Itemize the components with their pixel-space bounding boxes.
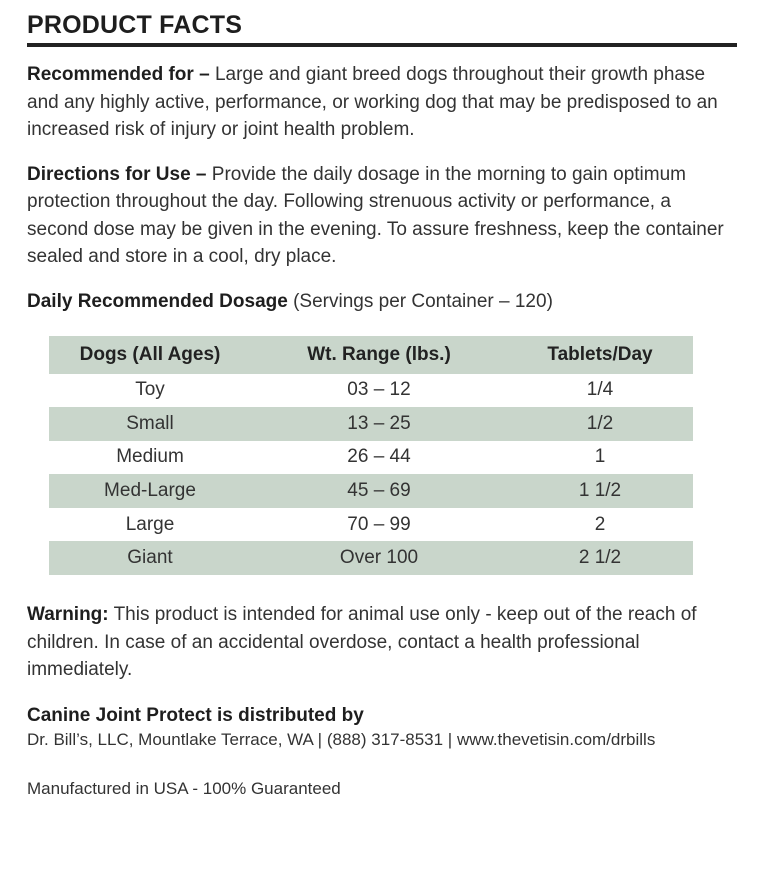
tablets-cell: 2 <box>594 513 606 535</box>
table-row <box>49 541 693 575</box>
dosage-heading <box>27 288 737 315</box>
directions-section <box>27 161 737 271</box>
dosage-note: (Servings per Container – 120) <box>293 290 553 312</box>
tablets-cell: 1/2 <box>507 407 693 441</box>
directions-text: Provide the daily dosage in the morning to gain optimum protection throughout the day. Following strenuous activity or performance, a second dose may be given in the evening. To assure freshness, keep the container sealed and store in a cool, dry place. <box>27 163 724 267</box>
recommended-text: Large and giant breed dogs throughout their growth phase and any highly active, performance, or working dog that may be predisposed to an increased risk of injury or joint health problem. <box>27 64 718 140</box>
header-dogs: Dogs (All Ages) <box>49 336 251 374</box>
table-row <box>49 508 693 542</box>
page-title: PRODUCT FACTS <box>27 11 243 39</box>
weight-range-cell: 70 – 99 <box>347 513 411 535</box>
table-row <box>49 407 693 441</box>
warning-section <box>27 601 737 684</box>
weight-range-cell: Over 100 <box>251 541 507 575</box>
dog-size-cell: Small <box>49 407 251 441</box>
recommended-label: Recommended for – <box>27 64 210 85</box>
header-tablets-per-day: Tablets/Day <box>507 336 693 374</box>
dog-size-cell: Giant <box>49 541 251 575</box>
header-weight-range: Wt. Range (lbs.) <box>251 336 507 374</box>
warning-text: This product is intended for animal use only - keep out of the reach of children. In case of an accidental overdose, contact a health professional immediately. <box>27 604 697 681</box>
recommended-section <box>27 61 737 144</box>
tablets-cell: 1 1/2 <box>507 474 693 508</box>
dog-size-cell: Large <box>125 513 175 535</box>
weight-range-cell: 45 – 69 <box>251 474 507 508</box>
tablets-cell: 1 <box>594 446 606 468</box>
table-row <box>49 374 693 408</box>
weight-range-cell: 26 – 44 <box>347 446 411 468</box>
warning-label: Warning: <box>27 604 109 626</box>
tablets-cell: 1/4 <box>586 379 614 401</box>
dog-size-cell: Med-Large <box>49 474 251 508</box>
manufactured-note: Manufactured in USA - 100% Guaranteed <box>27 778 341 798</box>
table-row <box>49 474 693 508</box>
dosage-table <box>49 336 693 576</box>
weight-range-cell: 13 – 25 <box>251 407 507 441</box>
title-divider <box>27 43 737 47</box>
table-row <box>49 441 693 475</box>
dog-size-cell: Medium <box>116 446 184 468</box>
dosage-label: Daily Recommended Dosage <box>27 290 288 312</box>
tablets-cell: 2 1/2 <box>507 541 693 575</box>
product-facts-panel <box>27 10 737 801</box>
dosage-table-header-row <box>49 336 693 374</box>
directions-label: Directions for Use – <box>27 163 207 185</box>
dog-size-cell: Toy <box>135 379 165 401</box>
weight-range-cell: 03 – 12 <box>347 379 411 401</box>
distributor-title: Canine Joint Protect is distributed by <box>27 704 364 726</box>
distributor-contact: Dr. Bill’s, LLC, Mountlake Terrace, WA | (888) 317-8531 | www.thevetisin.com/drbills <box>27 729 656 749</box>
